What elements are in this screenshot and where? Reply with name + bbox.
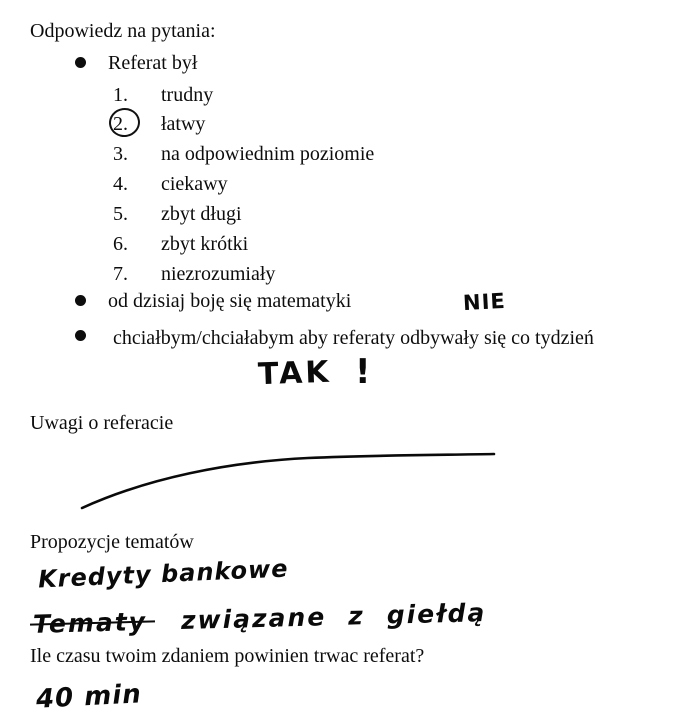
- option-number: 4.: [113, 173, 128, 195]
- option-label: na odpowiednim poziomie: [161, 143, 375, 165]
- option-row-4[interactable]: [113, 173, 228, 196]
- section-title-uwagi: Uwagi o referacie: [30, 412, 174, 434]
- option-label: trudny: [161, 84, 214, 106]
- option-number: 1.: [113, 84, 128, 106]
- bullet-label: od dzisiaj boję się matematyki: [108, 290, 352, 312]
- option-row-1[interactable]: [113, 84, 213, 107]
- option-row-3[interactable]: [113, 143, 374, 166]
- option-number: 2.: [113, 113, 128, 135]
- option-number: 6.: [113, 233, 128, 255]
- bullet-dot-icon: [75, 57, 86, 68]
- handwritten-topic-1: Kredyty bankowe: [37, 554, 290, 594]
- bullet-dot-icon: [75, 330, 86, 341]
- handwritten-stroke-icon: [78, 452, 498, 512]
- handwritten-topic-2-word-1: Tematy: [32, 606, 148, 639]
- option-label: niezrozumiały: [161, 263, 276, 285]
- handwritten-exclamation-mark: !: [355, 352, 372, 392]
- option-number-circled: [113, 113, 161, 136]
- section-title-propozycje: Propozycje tematów: [30, 531, 194, 553]
- handwritten-topic-2: [33, 598, 487, 639]
- option-label: ciekawy: [161, 173, 228, 195]
- handwritten-topic-2-word-4: giełdą: [386, 598, 487, 630]
- option-number: 3.: [113, 143, 128, 165]
- option-row-2-selected[interactable]: [113, 113, 205, 136]
- handwritten-answer-fear: NIE: [462, 288, 507, 316]
- question-duration: Ile czasu twoim zdaniem powinien trwac referat?: [30, 645, 425, 667]
- option-label: zbyt długi: [161, 203, 242, 225]
- handwritten-answer-duration: 40 min: [35, 679, 143, 715]
- option-row-5[interactable]: [113, 203, 242, 226]
- bullet-dot-icon: [75, 295, 86, 306]
- bullet-item-referat: [75, 52, 197, 75]
- bullet-dot-weekly-wrap: [75, 325, 108, 348]
- option-number: 7.: [113, 263, 128, 285]
- handwritten-topic-2-word-3: z: [347, 601, 366, 631]
- option-row-7[interactable]: [113, 263, 275, 286]
- option-row-6[interactable]: [113, 233, 248, 256]
- handwritten-answer-weekly: TAK: [257, 354, 333, 393]
- page-title: Odpowiedz na pytania:: [30, 20, 216, 42]
- option-label: łatwy: [161, 113, 206, 135]
- handwritten-topic-2-word-2: związane: [180, 602, 327, 636]
- bullet-item-fear: [75, 290, 351, 313]
- option-label: zbyt krótki: [161, 233, 249, 255]
- bullet-label: Referat był: [108, 52, 198, 74]
- option-number: 5.: [113, 203, 128, 225]
- bullet-item-weekly: chciałbym/chciałabym aby referaty odbywały się co tydzień: [113, 327, 594, 349]
